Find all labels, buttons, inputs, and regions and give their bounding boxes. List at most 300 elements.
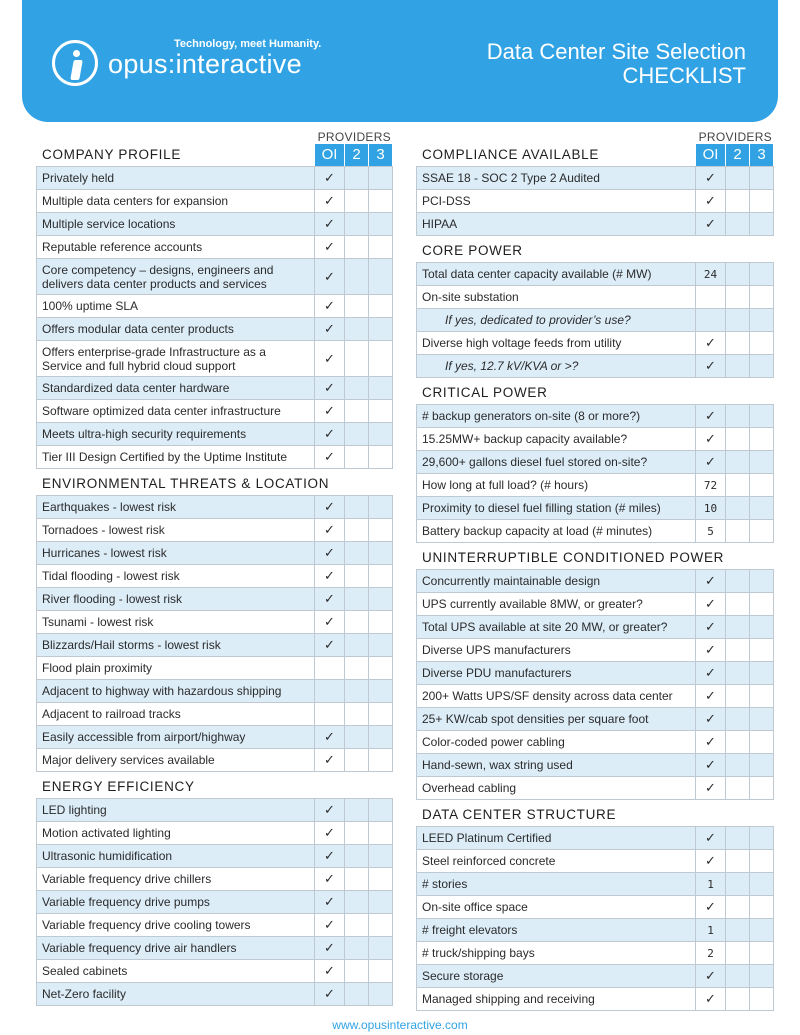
section xyxy=(416,144,774,236)
section-title: COMPANY PROFILE xyxy=(42,147,182,162)
provider-2-cell[interactable] xyxy=(726,896,750,919)
provider-2-cell[interactable] xyxy=(726,263,750,286)
provider-header: 2 xyxy=(345,144,369,166)
provider-3-cell[interactable] xyxy=(750,263,774,286)
oi-checkmark: ✓ xyxy=(315,423,345,446)
provider-3-cell[interactable] xyxy=(750,451,774,474)
item-label: Motion activated lighting xyxy=(37,822,315,845)
oi-value: 1 xyxy=(696,873,726,896)
checklist-row xyxy=(37,726,393,749)
oi-checkmark xyxy=(696,286,726,309)
section-title: ENVIRONMENTAL THREATS & LOCATION xyxy=(42,476,330,491)
provider-3-cell[interactable] xyxy=(369,822,393,845)
oi-checkmark: ✓ xyxy=(315,611,345,634)
provider-3-cell[interactable] xyxy=(750,896,774,919)
item-label: Variable frequency drive air handlers xyxy=(37,937,315,960)
info-logo-icon xyxy=(52,40,98,86)
provider-3-cell[interactable] xyxy=(369,726,393,749)
provider-3-cell[interactable] xyxy=(369,680,393,703)
provider-3-cell[interactable] xyxy=(369,868,393,891)
provider-2-cell[interactable] xyxy=(726,451,750,474)
provider-3-cell[interactable] xyxy=(750,662,774,685)
footer-url[interactable]: www.opusinteractive.com xyxy=(332,1018,468,1032)
provider-3-cell[interactable] xyxy=(750,731,774,754)
checklist-row xyxy=(37,542,393,565)
provider-3-cell[interactable] xyxy=(750,616,774,639)
section-title: CORE POWER xyxy=(422,243,523,258)
checklist-row xyxy=(417,942,774,965)
provider-3-cell[interactable] xyxy=(750,754,774,777)
item-label: LED lighting xyxy=(37,799,315,822)
provider-2-cell[interactable] xyxy=(345,749,369,772)
provider-2-cell[interactable] xyxy=(726,474,750,497)
provider-2-cell[interactable] xyxy=(345,446,369,469)
provider-2-cell[interactable] xyxy=(345,213,369,236)
provider-3-cell[interactable] xyxy=(750,942,774,965)
provider-3-cell[interactable] xyxy=(369,634,393,657)
checklist-row xyxy=(37,446,393,469)
item-label: # freight elevators xyxy=(417,919,696,942)
checklist-table xyxy=(416,826,774,1011)
checklist-row xyxy=(417,405,774,428)
provider-header: 2 xyxy=(726,144,750,166)
provider-2-cell[interactable] xyxy=(345,496,369,519)
provider-3-cell[interactable] xyxy=(750,919,774,942)
provider-2-cell[interactable] xyxy=(726,520,750,543)
provider-3-cell[interactable] xyxy=(750,213,774,236)
provider-header: 3 xyxy=(369,144,393,166)
page-title: Data Center Site Selection CHECKLIST xyxy=(486,39,746,88)
provider-2-cell[interactable] xyxy=(345,960,369,983)
checklist-row xyxy=(417,332,774,355)
checklist-row xyxy=(37,588,393,611)
providers-label: PROVIDERS xyxy=(317,130,391,144)
provider-3-cell[interactable] xyxy=(369,295,393,318)
provider-2-cell[interactable] xyxy=(726,593,750,616)
oi-checkmark: ✓ xyxy=(696,850,726,873)
checklist-row xyxy=(37,611,393,634)
item-label: Flood plain proximity xyxy=(37,657,315,680)
provider-2-cell[interactable] xyxy=(726,286,750,309)
provider-2-cell[interactable] xyxy=(726,662,750,685)
oi-checkmark: ✓ xyxy=(696,405,726,428)
oi-checkmark: ✓ xyxy=(315,400,345,423)
provider-3-cell[interactable] xyxy=(369,190,393,213)
oi-checkmark: ✓ xyxy=(315,588,345,611)
provider-3-cell[interactable] xyxy=(750,850,774,873)
provider-2-cell[interactable] xyxy=(726,850,750,873)
provider-3-cell[interactable] xyxy=(750,593,774,616)
provider-header: 3 xyxy=(750,144,774,166)
item-label: Diverse PDU manufacturers xyxy=(417,662,696,685)
checklist-row xyxy=(37,680,393,703)
checklist-row xyxy=(37,822,393,845)
checklist-row xyxy=(417,213,774,236)
item-label: UPS currently available 8MW, or greater? xyxy=(417,593,696,616)
provider-3-cell[interactable] xyxy=(750,685,774,708)
oi-checkmark: ✓ xyxy=(696,731,726,754)
oi-checkmark: ✓ xyxy=(696,754,726,777)
item-label: Managed shipping and receiving xyxy=(417,988,696,1011)
provider-3-cell[interactable] xyxy=(369,845,393,868)
provider-3-cell[interactable] xyxy=(369,446,393,469)
checklist-row xyxy=(417,593,774,616)
provider-3-cell[interactable] xyxy=(369,542,393,565)
checklist-row xyxy=(417,827,774,850)
provider-3-cell[interactable] xyxy=(369,167,393,190)
provider-header: OI xyxy=(696,144,726,166)
provider-2-cell[interactable] xyxy=(345,726,369,749)
oi-checkmark: ✓ xyxy=(696,827,726,850)
checklist-table xyxy=(416,166,774,236)
provider-3-cell[interactable] xyxy=(369,657,393,680)
provider-2-cell[interactable] xyxy=(726,754,750,777)
item-label: Offers enterprise-grade Infrastructure as a Service and full hybrid cloud support xyxy=(37,341,315,377)
right-column xyxy=(416,128,774,1011)
provider-2-cell[interactable] xyxy=(345,400,369,423)
oi-checkmark: ✓ xyxy=(315,295,345,318)
provider-3-cell[interactable] xyxy=(369,377,393,400)
item-label: Battery backup capacity at load (# minutes) xyxy=(417,520,696,543)
item-label: Earthquakes - lowest risk xyxy=(37,496,315,519)
item-label: 15.25MW+ backup capacity available? xyxy=(417,428,696,451)
checklist-row xyxy=(37,236,393,259)
oi-checkmark: ✓ xyxy=(696,777,726,800)
provider-2-cell[interactable] xyxy=(345,377,369,400)
section-title: UNINTERRUPTIBLE CONDITIONED POWER xyxy=(422,550,725,565)
provider-3-cell[interactable] xyxy=(369,496,393,519)
section-title: CRITICAL POWER xyxy=(422,385,548,400)
checklist-row xyxy=(417,190,774,213)
provider-2-cell[interactable] xyxy=(726,190,750,213)
provider-3-cell[interactable] xyxy=(369,423,393,446)
provider-3-cell[interactable] xyxy=(750,286,774,309)
oi-checkmark: ✓ xyxy=(696,685,726,708)
checklist-row xyxy=(417,286,774,309)
provider-2-cell[interactable] xyxy=(726,708,750,731)
provider-3-cell[interactable] xyxy=(750,332,774,355)
checklist-row xyxy=(37,868,393,891)
checklist-table xyxy=(416,569,774,800)
provider-3-cell[interactable] xyxy=(750,405,774,428)
provider-3-cell[interactable] xyxy=(369,565,393,588)
oi-checkmark: ✓ xyxy=(696,570,726,593)
item-label: How long at full load? (# hours) xyxy=(417,474,696,497)
provider-3-cell[interactable] xyxy=(750,639,774,662)
provider-2-cell[interactable] xyxy=(345,611,369,634)
provider-2-cell[interactable] xyxy=(726,685,750,708)
provider-3-cell[interactable] xyxy=(750,708,774,731)
oi-value: 5 xyxy=(696,520,726,543)
provider-3-cell[interactable] xyxy=(369,799,393,822)
oi-checkmark: ✓ xyxy=(315,259,345,295)
provider-headers xyxy=(696,144,774,166)
item-label: 25+ KW/cab spot densities per square foot xyxy=(417,708,696,731)
provider-3-cell[interactable] xyxy=(750,167,774,190)
provider-3-cell[interactable] xyxy=(750,965,774,988)
provider-2-cell[interactable] xyxy=(726,309,750,332)
provider-3-cell[interactable] xyxy=(369,703,393,726)
checklist-row xyxy=(37,341,393,377)
provider-3-cell[interactable] xyxy=(369,611,393,634)
item-label: Tornadoes - lowest risk xyxy=(37,519,315,542)
provider-3-cell[interactable] xyxy=(369,318,393,341)
provider-3-cell[interactable] xyxy=(369,960,393,983)
oi-value: 1 xyxy=(696,919,726,942)
oi-checkmark: ✓ xyxy=(315,496,345,519)
checklist-row xyxy=(37,634,393,657)
item-label: PCI-DSS xyxy=(417,190,696,213)
provider-2-cell[interactable] xyxy=(345,937,369,960)
item-label: Blizzards/Hail storms - lowest risk xyxy=(37,634,315,657)
item-label: Diverse high voltage feeds from utility xyxy=(417,332,696,355)
provider-3-cell[interactable] xyxy=(750,988,774,1011)
provider-2-cell[interactable] xyxy=(345,703,369,726)
checklist-row xyxy=(417,428,774,451)
checklist-table xyxy=(36,798,393,1006)
checklist-row xyxy=(417,263,774,286)
item-label: Adjacent to railroad tracks xyxy=(37,703,315,726)
provider-2-cell[interactable] xyxy=(345,519,369,542)
item-label: Software optimized data center infrastructure xyxy=(37,400,315,423)
item-label: Privately held xyxy=(37,167,315,190)
section xyxy=(36,473,393,772)
oi-checkmark: ✓ xyxy=(696,190,726,213)
provider-2-cell[interactable] xyxy=(726,777,750,800)
provider-2-cell[interactable] xyxy=(345,868,369,891)
item-label: Hurricanes - lowest risk xyxy=(37,542,315,565)
oi-checkmark: ✓ xyxy=(315,960,345,983)
provider-2-cell[interactable] xyxy=(345,680,369,703)
provider-2-cell[interactable] xyxy=(345,341,369,377)
checklist-row xyxy=(417,639,774,662)
provider-3-cell[interactable] xyxy=(369,588,393,611)
provider-2-cell[interactable] xyxy=(345,657,369,680)
provider-2-cell[interactable] xyxy=(345,259,369,295)
oi-checkmark: ✓ xyxy=(315,167,345,190)
provider-2-cell[interactable] xyxy=(726,167,750,190)
oi-checkmark: ✓ xyxy=(315,236,345,259)
checklist-row xyxy=(417,988,774,1011)
provider-2-cell[interactable] xyxy=(345,799,369,822)
oi-checkmark: ✓ xyxy=(315,565,345,588)
provider-3-cell[interactable] xyxy=(750,570,774,593)
provider-2-cell[interactable] xyxy=(726,639,750,662)
item-label: Major delivery services available xyxy=(37,749,315,772)
item-label: If yes, 12.7 kV/KVA or >? xyxy=(417,355,696,378)
oi-checkmark: ✓ xyxy=(315,542,345,565)
header-banner xyxy=(22,0,778,122)
checklist-table xyxy=(36,495,393,772)
item-label: HIPAA xyxy=(417,213,696,236)
provider-2-cell[interactable] xyxy=(726,332,750,355)
oi-checkmark: ✓ xyxy=(315,213,345,236)
oi-checkmark: ✓ xyxy=(315,318,345,341)
provider-3-cell[interactable] xyxy=(369,937,393,960)
item-label: Steel reinforced concrete xyxy=(417,850,696,873)
item-label: Tsunami - lowest risk xyxy=(37,611,315,634)
provider-3-cell[interactable] xyxy=(750,309,774,332)
checklist-table xyxy=(36,166,393,469)
provider-2-cell[interactable] xyxy=(345,565,369,588)
provider-2-cell[interactable] xyxy=(345,845,369,868)
provider-3-cell[interactable] xyxy=(750,873,774,896)
provider-2-cell[interactable] xyxy=(345,634,369,657)
oi-value: 2 xyxy=(696,942,726,965)
item-label: Tier III Design Certified by the Uptime Institute xyxy=(37,446,315,469)
checklist-row xyxy=(417,896,774,919)
brand-name: opus:interactive xyxy=(108,49,302,79)
provider-3-cell[interactable] xyxy=(369,400,393,423)
oi-checkmark: ✓ xyxy=(696,355,726,378)
oi-checkmark: ✓ xyxy=(696,988,726,1011)
item-label: Core competency – designs, engineers and delivers data center products and services xyxy=(37,259,315,295)
item-label: Easily accessible from airport/highway xyxy=(37,726,315,749)
item-label: Standardized data center hardware xyxy=(37,377,315,400)
oi-value: 72 xyxy=(696,474,726,497)
provider-2-cell[interactable] xyxy=(726,965,750,988)
oi-checkmark: ✓ xyxy=(315,341,345,377)
provider-2-cell[interactable] xyxy=(345,236,369,259)
provider-3-cell[interactable] xyxy=(369,519,393,542)
checklist-row xyxy=(37,914,393,937)
provider-2-cell[interactable] xyxy=(345,295,369,318)
checklist-row xyxy=(37,749,393,772)
section xyxy=(416,547,774,800)
oi-checkmark xyxy=(315,657,345,680)
provider-2-cell[interactable] xyxy=(345,983,369,1006)
provider-2-cell[interactable] xyxy=(726,827,750,850)
checklist-row xyxy=(417,474,774,497)
provider-3-cell[interactable] xyxy=(369,749,393,772)
provider-3-cell[interactable] xyxy=(369,213,393,236)
checklist-row xyxy=(37,891,393,914)
provider-3-cell[interactable] xyxy=(369,983,393,1006)
checklist-row xyxy=(37,983,393,1006)
provider-2-cell[interactable] xyxy=(726,570,750,593)
item-label: Net-Zero facility xyxy=(37,983,315,1006)
oi-checkmark: ✓ xyxy=(696,332,726,355)
section xyxy=(416,382,774,543)
provider-2-cell[interactable] xyxy=(726,355,750,378)
provider-2-cell[interactable] xyxy=(726,497,750,520)
checklist-row xyxy=(37,259,393,295)
oi-value: 10 xyxy=(696,497,726,520)
provider-2-cell[interactable] xyxy=(345,542,369,565)
provider-2-cell[interactable] xyxy=(726,988,750,1011)
provider-2-cell[interactable] xyxy=(726,213,750,236)
provider-2-cell[interactable] xyxy=(345,318,369,341)
provider-2-cell[interactable] xyxy=(726,731,750,754)
oi-checkmark: ✓ xyxy=(315,446,345,469)
provider-3-cell[interactable] xyxy=(369,341,393,377)
checklist-row xyxy=(417,919,774,942)
section xyxy=(416,240,774,378)
provider-3-cell[interactable] xyxy=(750,474,774,497)
provider-2-cell[interactable] xyxy=(345,167,369,190)
item-label: On-site substation xyxy=(417,286,696,309)
item-label: Variable frequency drive cooling towers xyxy=(37,914,315,937)
provider-2-cell[interactable] xyxy=(345,588,369,611)
oi-checkmark: ✓ xyxy=(696,213,726,236)
provider-3-cell[interactable] xyxy=(750,827,774,850)
checklist-row xyxy=(417,708,774,731)
item-label: Tidal flooding - lowest risk xyxy=(37,565,315,588)
checklist-row xyxy=(417,616,774,639)
item-label: Variable frequency drive chillers xyxy=(37,868,315,891)
checklist-row xyxy=(417,965,774,988)
item-label: # stories xyxy=(417,873,696,896)
provider-2-cell[interactable] xyxy=(345,423,369,446)
checklist-row xyxy=(37,960,393,983)
oi-checkmark: ✓ xyxy=(696,965,726,988)
provider-2-cell[interactable] xyxy=(726,919,750,942)
provider-3-cell[interactable] xyxy=(369,914,393,937)
oi-checkmark: ✓ xyxy=(315,634,345,657)
provider-3-cell[interactable] xyxy=(369,891,393,914)
section-title: COMPLIANCE AVAILABLE xyxy=(422,147,600,162)
provider-2-cell[interactable] xyxy=(726,616,750,639)
checklist-row xyxy=(417,873,774,896)
provider-2-cell[interactable] xyxy=(726,942,750,965)
oi-checkmark xyxy=(315,703,345,726)
item-label: # backup generators on-site (8 or more?) xyxy=(417,405,696,428)
item-label: Variable frequency drive pumps xyxy=(37,891,315,914)
provider-3-cell[interactable] xyxy=(369,236,393,259)
item-label: 200+ Watts UPS/SF density across data center xyxy=(417,685,696,708)
checklist-table xyxy=(416,404,774,543)
section-title: DATA CENTER STRUCTURE xyxy=(422,807,617,822)
provider-2-cell[interactable] xyxy=(726,428,750,451)
oi-checkmark: ✓ xyxy=(315,822,345,845)
provider-2-cell[interactable] xyxy=(345,822,369,845)
checklist-row xyxy=(417,355,774,378)
oi-checkmark: ✓ xyxy=(696,708,726,731)
item-label: Secure storage xyxy=(417,965,696,988)
item-label: Adjacent to highway with hazardous shipping xyxy=(37,680,315,703)
checklist-row xyxy=(417,850,774,873)
provider-3-cell[interactable] xyxy=(750,355,774,378)
item-label: Proximity to diesel fuel filling station (# miles) xyxy=(417,497,696,520)
section xyxy=(36,776,393,1006)
provider-3-cell[interactable] xyxy=(369,259,393,295)
provider-3-cell[interactable] xyxy=(750,428,774,451)
provider-2-cell[interactable] xyxy=(726,873,750,896)
provider-2-cell[interactable] xyxy=(345,190,369,213)
checklist-row xyxy=(37,565,393,588)
oi-checkmark xyxy=(315,680,345,703)
oi-checkmark: ✓ xyxy=(315,868,345,891)
provider-3-cell[interactable] xyxy=(750,497,774,520)
checklist-row xyxy=(37,937,393,960)
provider-header: OI xyxy=(315,144,345,166)
provider-3-cell[interactable] xyxy=(750,190,774,213)
oi-checkmark: ✓ xyxy=(315,519,345,542)
checklist-row xyxy=(417,520,774,543)
provider-2-cell[interactable] xyxy=(726,405,750,428)
provider-2-cell[interactable] xyxy=(345,914,369,937)
item-label: SSAE 18 - SOC 2 Type 2 Audited xyxy=(417,167,696,190)
item-label: # truck/shipping bays xyxy=(417,942,696,965)
item-label: Overhead cabling xyxy=(417,777,696,800)
oi-checkmark: ✓ xyxy=(315,377,345,400)
checklist-table xyxy=(416,262,774,378)
provider-2-cell[interactable] xyxy=(345,891,369,914)
provider-3-cell[interactable] xyxy=(750,520,774,543)
checklist-row xyxy=(37,190,393,213)
provider-3-cell[interactable] xyxy=(750,777,774,800)
item-label: Multiple data centers for expansion xyxy=(37,190,315,213)
